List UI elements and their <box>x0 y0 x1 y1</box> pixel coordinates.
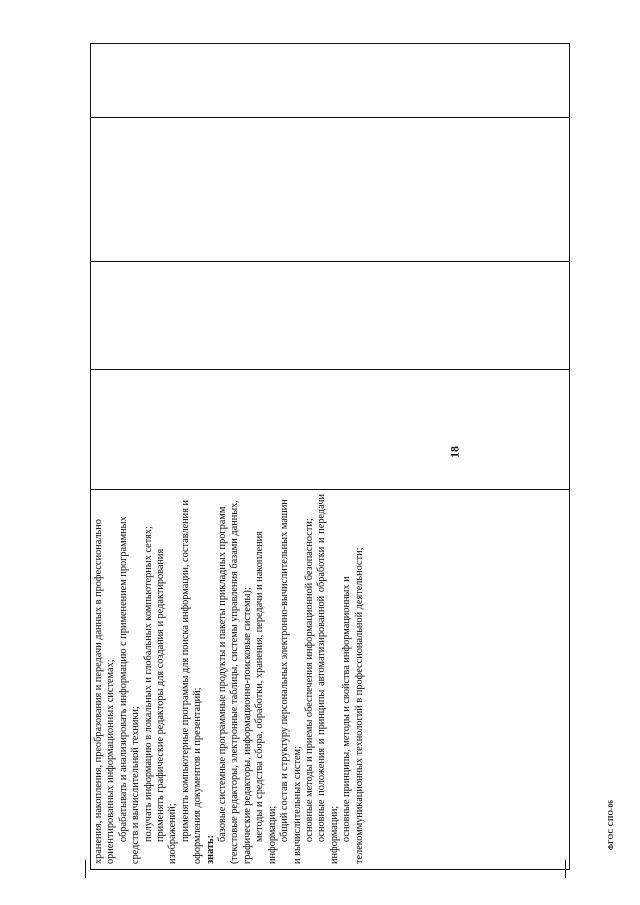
empty-cell <box>91 262 570 370</box>
competency-line: основные принципы, методы и свойства информационных и телекоммуникационных технологий в профессиональной деятельности; <box>341 547 365 864</box>
competency-line: знать: <box>204 835 216 864</box>
competency-line: общий состав и структуру персональных электронно-вычислительных машин и вычислительных систем; <box>279 499 303 864</box>
page-number: 18 <box>447 446 462 458</box>
competency-line: методы и средства сбора, обработки, хранения, передачи и накопления информации; <box>254 531 278 864</box>
empty-cell <box>91 44 570 118</box>
competency-line: основные методы и приемы обеспечения информационной безопасности; <box>303 518 315 842</box>
edge-mark <box>85 860 86 878</box>
requirements-table <box>90 44 570 870</box>
table-grid <box>90 43 570 870</box>
table-row <box>91 44 570 870</box>
competency-line: получать информацию в локальных и глобальных компьютерных сетях; <box>142 526 154 842</box>
competency-line: основные положения и принципы автоматизированной обработки и передачи информации; <box>316 494 340 864</box>
competency-line: хранения, накопления, преобразования и передачи данных в профессионально ориентированных информационных системах; <box>93 519 117 864</box>
competency-cell <box>91 490 570 870</box>
competency-line: применять компьютерные программы для поиска информации, составления и оформления документов и презентаций; <box>179 499 204 864</box>
empty-cell <box>91 370 570 490</box>
competency-text <box>91 490 569 869</box>
competency-line: базовые системные программные продукты и пакеты прикладных программ (текстовые редакторы, электронные таблицы, системы управления базами данных, графические редакторы, информационно-поисковые системы); <box>217 500 253 864</box>
empty-cell <box>91 118 570 262</box>
footer-label: ФГОС СПО-06 <box>607 799 615 851</box>
edge-mark <box>565 860 566 878</box>
competency-line: обрабатывать и анализировать информацию с применением программных средств и вычислительной техники; <box>117 516 142 864</box>
competency-line: применять графические редакторы для создания и редактирования изображений; <box>155 548 179 864</box>
